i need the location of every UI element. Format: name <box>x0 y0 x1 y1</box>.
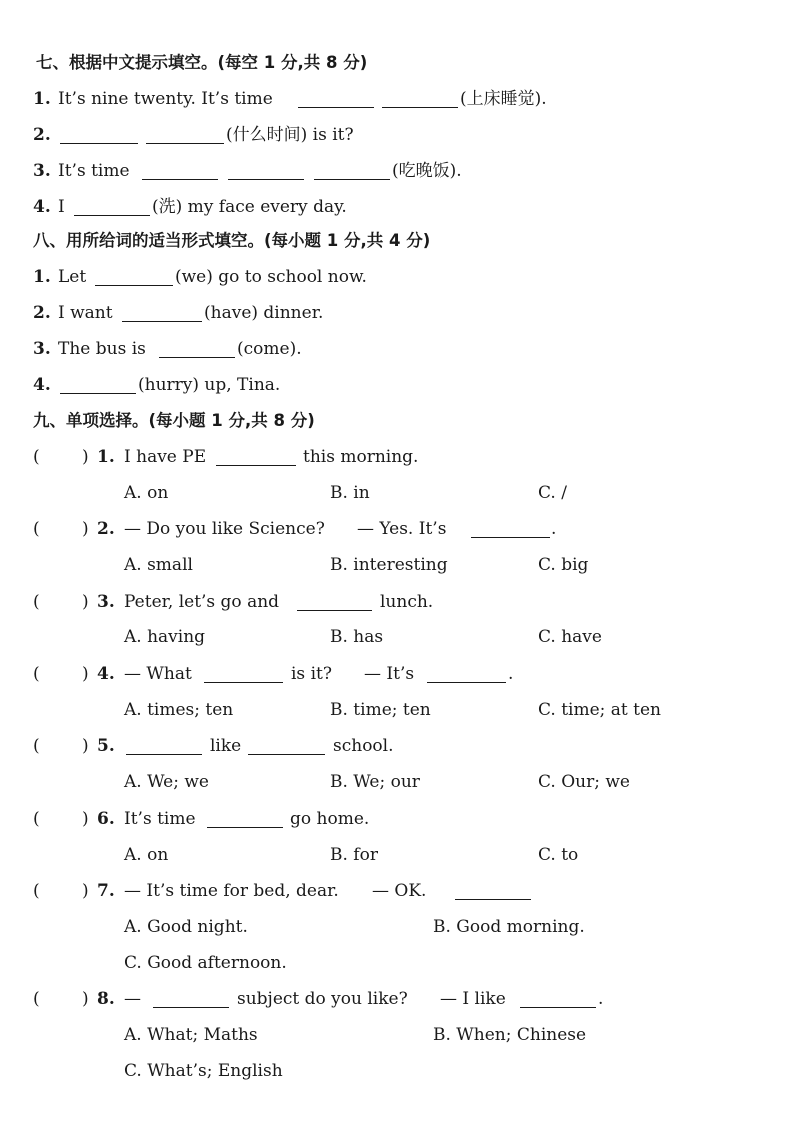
question-number: 1. <box>33 267 51 287</box>
question-number: 6. <box>97 809 115 829</box>
option-c[interactable]: C. What’s; English <box>124 1061 283 1081</box>
question-number: 2. <box>33 125 51 145</box>
option-a[interactable]: A. Good night. <box>124 917 248 937</box>
answer-blank[interactable] <box>126 753 202 755</box>
answer-blank[interactable] <box>204 681 283 683</box>
sec9-question-8 <box>0 984 800 1014</box>
section-title: 九、单项选择。(每小题 1 分,共 8 分) <box>33 411 315 430</box>
question-number: 3. <box>33 339 51 359</box>
answer-bracket-close: ) <box>82 519 89 539</box>
option-b[interactable]: B. Good morning. <box>433 917 585 937</box>
sec8-question-3 <box>0 334 800 364</box>
question-text: like <box>210 736 242 756</box>
answer-blank[interactable] <box>207 826 283 828</box>
option-c[interactable]: C. have <box>538 627 602 647</box>
sec9-question-2 <box>0 514 800 544</box>
question-text: . <box>551 519 557 539</box>
question-number: 1. <box>97 447 115 467</box>
sec9-question-6 <box>0 804 800 834</box>
answer-blank[interactable] <box>297 609 372 611</box>
chinese-hint: (洗) my face every day. <box>152 197 347 217</box>
sec8-question-2 <box>0 298 800 328</box>
section-title: 八、用所给词的适当形式填空。(每小题 1 分,共 4 分) <box>33 231 431 250</box>
question-text: I have PE <box>124 447 207 467</box>
answer-bracket-close: ) <box>82 664 89 684</box>
question-number: 4. <box>33 197 51 217</box>
sec9-options-8b <box>0 1056 800 1086</box>
question-text: is it? <box>291 664 332 684</box>
sec9-options-1 <box>0 478 800 508</box>
sec9-question-3 <box>0 587 800 617</box>
question-text: Let <box>58 267 87 287</box>
option-a[interactable]: A. We; we <box>124 772 209 792</box>
section-9-heading <box>0 406 800 436</box>
question-number: 3. <box>33 161 51 181</box>
option-b[interactable]: B. When; Chinese <box>433 1025 587 1045</box>
sec9-question-5 <box>0 731 800 761</box>
answer-blank[interactable] <box>74 214 150 216</box>
question-number: 4. <box>33 375 51 395</box>
word-hint: (come). <box>237 339 302 359</box>
answer-blank[interactable] <box>146 142 224 144</box>
answer-blank[interactable] <box>159 356 235 358</box>
question-text: — Yes. It’s <box>357 519 447 539</box>
chinese-hint: (什么时间) is it? <box>226 125 354 145</box>
question-number: 8. <box>97 989 115 1009</box>
answer-blank[interactable] <box>298 106 374 108</box>
option-a[interactable]: A. on <box>124 845 169 865</box>
question-text: It’s time <box>124 809 196 829</box>
question-text: It’s nine twenty. It’s time <box>58 89 273 109</box>
option-c[interactable]: C. / <box>538 483 567 503</box>
section-title: 七、根据中文提示填空。(每空 1 分,共 8 分) <box>36 53 368 72</box>
question-text: — It’s <box>364 664 415 684</box>
question-text: I want <box>58 303 113 323</box>
question-text: — It’s time for bed, dear. <box>124 881 339 901</box>
answer-blank[interactable] <box>248 753 325 755</box>
answer-blank[interactable] <box>95 284 173 286</box>
option-b[interactable]: B. time; ten <box>330 700 431 720</box>
answer-bracket-open: ( <box>33 736 40 756</box>
answer-blank[interactable] <box>427 681 506 683</box>
section-7-heading <box>0 48 800 78</box>
answer-blank[interactable] <box>60 142 138 144</box>
answer-bracket-open: ( <box>33 447 40 467</box>
sec9-question-1 <box>0 442 800 472</box>
chinese-hint: (上床睡觉). <box>460 89 547 109</box>
question-text: — What <box>124 664 192 684</box>
section-8-heading <box>0 226 800 256</box>
question-number: 1. <box>33 89 51 109</box>
sec9-question-4 <box>0 659 800 689</box>
word-hint: (have) dinner. <box>204 303 324 323</box>
question-text: It’s time <box>58 161 130 181</box>
answer-bracket-close: ) <box>82 592 89 612</box>
word-hint: (hurry) up, Tina. <box>138 375 281 395</box>
option-c[interactable]: C. to <box>538 845 579 865</box>
answer-bracket-open: ( <box>33 809 40 829</box>
question-text: go home. <box>290 809 370 829</box>
question-text: lunch. <box>380 592 434 612</box>
answer-blank[interactable] <box>455 898 531 900</box>
sec7-question-3 <box>0 156 800 186</box>
answer-blank[interactable] <box>153 1006 229 1008</box>
option-a[interactable]: A. having <box>124 627 206 647</box>
sec8-question-1 <box>0 262 800 292</box>
option-a[interactable]: A. on <box>124 483 169 503</box>
option-b[interactable]: B. We; our <box>330 772 420 792</box>
sec7-question-4 <box>0 192 800 222</box>
question-number: 3. <box>97 592 115 612</box>
answer-bracket-close: ) <box>82 736 89 756</box>
answer-bracket-close: ) <box>82 989 89 1009</box>
answer-blank[interactable] <box>60 392 136 394</box>
question-text: school. <box>333 736 394 756</box>
answer-bracket-close: ) <box>82 881 89 901</box>
sec9-options-6 <box>0 840 800 870</box>
sec9-question-7 <box>0 876 800 906</box>
question-text: subject do you like? <box>237 989 408 1009</box>
answer-blank[interactable] <box>228 178 304 180</box>
question-number: 5. <box>97 736 115 756</box>
sec9-options-7 <box>0 912 800 942</box>
word-hint: (we) go to school now. <box>175 267 367 287</box>
option-a[interactable]: A. times; ten <box>124 700 234 720</box>
answer-blank[interactable] <box>216 464 296 466</box>
answer-bracket-open: ( <box>33 989 40 1009</box>
sec7-question-1 <box>0 84 800 114</box>
answer-blank[interactable] <box>520 1006 596 1008</box>
question-number: 4. <box>97 664 115 684</box>
answer-bracket-open: ( <box>33 664 40 684</box>
sec9-options-4 <box>0 695 800 725</box>
chinese-hint: (吃晚饭). <box>392 161 462 181</box>
question-number: 2. <box>33 303 51 323</box>
question-text: . <box>598 989 604 1009</box>
question-number: 2. <box>97 519 115 539</box>
option-a[interactable]: A. What; Maths <box>124 1025 258 1045</box>
question-text: — OK. <box>372 881 427 901</box>
option-b[interactable]: B. for <box>330 845 378 865</box>
question-text: Peter, let’s go and <box>124 592 280 612</box>
option-b[interactable]: B. has <box>330 627 384 647</box>
option-b[interactable]: B. in <box>330 483 370 503</box>
option-c[interactable]: C. Good afternoon. <box>124 953 287 973</box>
answer-bracket-open: ( <box>33 519 40 539</box>
answer-blank[interactable] <box>122 320 202 322</box>
answer-bracket-close: ) <box>82 809 89 829</box>
sec9-options-3 <box>0 622 800 652</box>
option-b[interactable]: B. interesting <box>330 555 448 575</box>
sec9-options-2 <box>0 550 800 580</box>
option-a[interactable]: A. small <box>124 555 193 575</box>
question-text: — I like <box>440 989 506 1009</box>
answer-blank[interactable] <box>142 178 218 180</box>
question-text: . <box>508 664 514 684</box>
question-text: The bus is <box>58 339 146 359</box>
answer-bracket-close: ) <box>82 447 89 467</box>
sec7-question-2 <box>0 120 800 150</box>
question-number: 7. <box>97 881 115 901</box>
answer-blank[interactable] <box>471 536 550 538</box>
answer-blank[interactable] <box>382 106 458 108</box>
question-text: — Do you like Science? <box>124 519 325 539</box>
sec9-options-8 <box>0 1020 800 1050</box>
question-text: this morning. <box>303 447 419 467</box>
option-c[interactable]: C. big <box>538 555 589 575</box>
sec9-options-7b <box>0 948 800 978</box>
question-text: I <box>58 197 65 217</box>
option-c[interactable]: C. time; at ten <box>538 700 662 720</box>
answer-bracket-open: ( <box>33 592 40 612</box>
answer-bracket-open: ( <box>33 881 40 901</box>
answer-blank[interactable] <box>314 178 390 180</box>
sec8-question-4 <box>0 370 800 400</box>
option-c[interactable]: C. Our; we <box>538 772 630 792</box>
question-text: — <box>124 989 141 1009</box>
sec9-options-5 <box>0 767 800 797</box>
